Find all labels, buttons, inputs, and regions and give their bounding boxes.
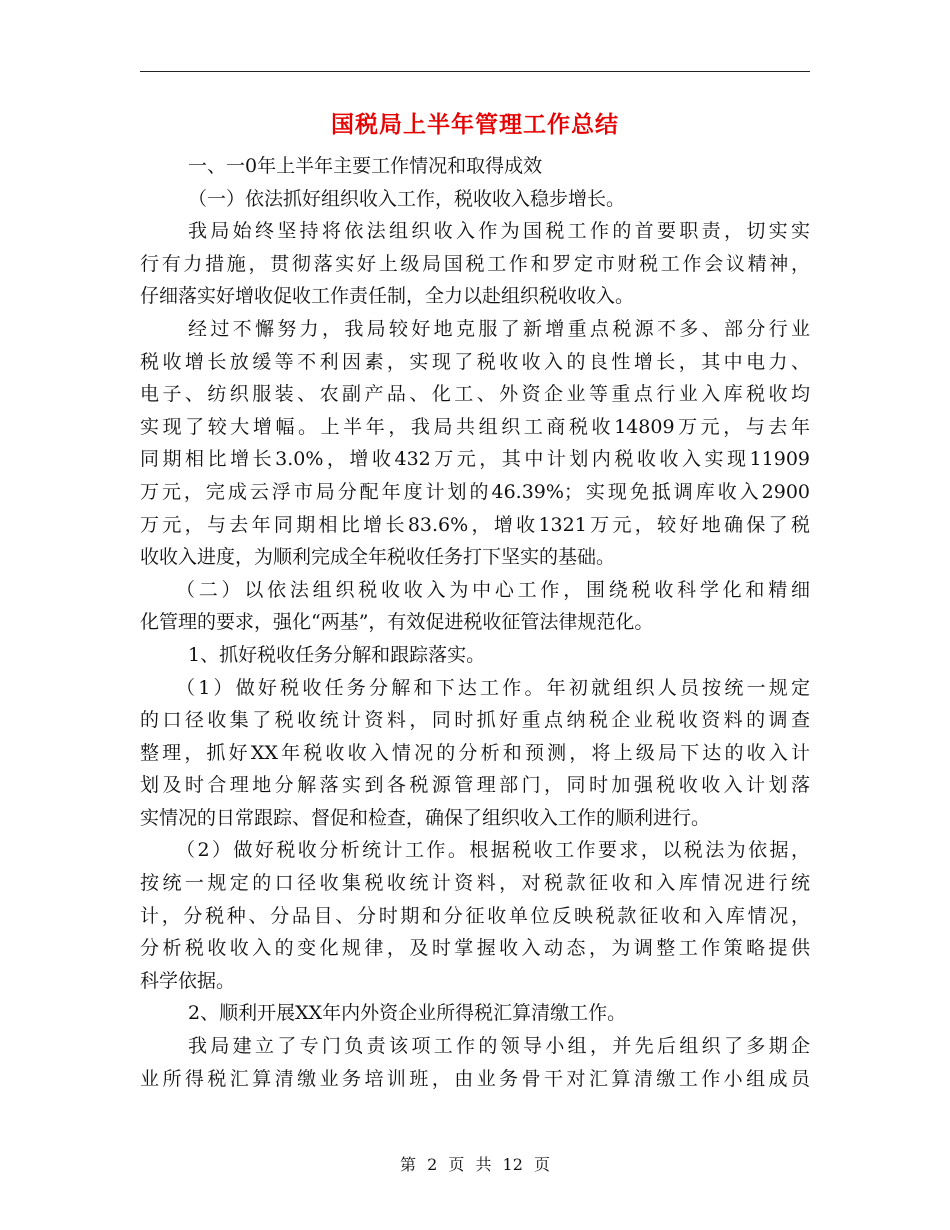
text-line: 计，分税种、分品目、分时期和分征收单位反映税款征收和入库情况，: [140, 904, 810, 927]
text-line: 万元，完成云浮市局分配年度计划的46.39%；实现免抵调库收入2900: [140, 480, 810, 503]
text-line: 科学依据。: [140, 969, 236, 992]
text-line: 化管理的要求，强化“两基”，有效促进税收征管法律规范化。: [140, 611, 654, 634]
text-line: 整理，抓好XX年税收收入情况的分析和预测，将上级局下达的收入计: [140, 741, 810, 764]
text-line: 收收入进度，为顺利完成全年税收任务打下坚实的基础。: [140, 546, 616, 569]
text-line: （二）以依法组织税收收入为中心工作，围绕税收科学化和精细: [176, 578, 810, 601]
text-line: 我局始终坚持将依法组织收入作为国税工作的首要职责，切实实: [188, 220, 810, 243]
document-title: 国税局上半年管理工作总结: [331, 111, 619, 138]
text-line: 仔细落实好增收促收工作责任制，全力以赴组织税收收入。: [140, 285, 635, 308]
text-line: 业所得税汇算清缴业务培训班，由业务骨干对汇算清缴工作小组成员: [140, 1067, 810, 1090]
text-line: 1、抓好税收任务分解和跟踪落实。: [188, 643, 486, 666]
text-line: （2）做好税收分析统计工作。根据税收工作要求，以税法为依据，: [176, 839, 810, 862]
text-line: （1）做好税收任务分解和下达工作。年初就组织人员按统一规定: [176, 676, 810, 699]
text-line: 万元，与去年同期相比增长83.6%，增收1321万元，较好地确保了税: [140, 513, 810, 536]
text-line: 实现了较大增幅。上半年，我局共组织工商税收14809万元，与去年: [140, 415, 810, 438]
text-line: 我局建立了专门负责该项工作的领导小组，并先后组织了多期企: [188, 1035, 810, 1058]
text-line: 行有力措施，贯彻落实好上级局国税工作和罗定市财税工作会议精神，: [140, 252, 810, 275]
page-footer: 第 2 页 共 12 页: [400, 1155, 550, 1174]
text-line: 电子、纺织服装、农副产品、化工、外资企业等重点行业入库税收均: [140, 383, 810, 406]
text-line: 分析税收收入的变化规律，及时掌握收入动态，为调整工作策略提供: [140, 937, 810, 960]
header-rule: [140, 71, 810, 72]
document-body: [140, 150, 810, 1095]
text-line: 经过不懈努力，我局较好地克服了新增重点税源不多、部分行业: [188, 317, 810, 340]
text-line: 的口径收集了税收统计资料，同时抓好重点纳税企业税收资料的调查: [140, 709, 810, 732]
text-line: （一）依法抓好组织收入工作，税收收入稳步增长。: [188, 187, 626, 210]
text-line: 2、顺利开展XX年内外资企业所得税汇算清缴工作。: [188, 1002, 627, 1025]
text-line: 同期相比增长3.0%，增收432万元，其中计划内税收收入实现11909: [140, 448, 810, 471]
text-line: 税收增长放缓等不利因素，实现了税收收入的良性增长，其中电力、: [140, 350, 810, 373]
text-line: 一、一0年上半年主要工作情况和取得成效: [188, 155, 543, 177]
text-line: 实情况的日常跟踪、督促和检查，确保了组织收入工作的顺利进行。: [140, 806, 711, 829]
text-line: 按统一规定的口径收集税收统计资料，对税款征收和入库情况进行统: [140, 872, 810, 895]
text-line: 划及时合理地分解落实到各税源管理部门，同时加强税收收入计划落: [140, 774, 810, 797]
